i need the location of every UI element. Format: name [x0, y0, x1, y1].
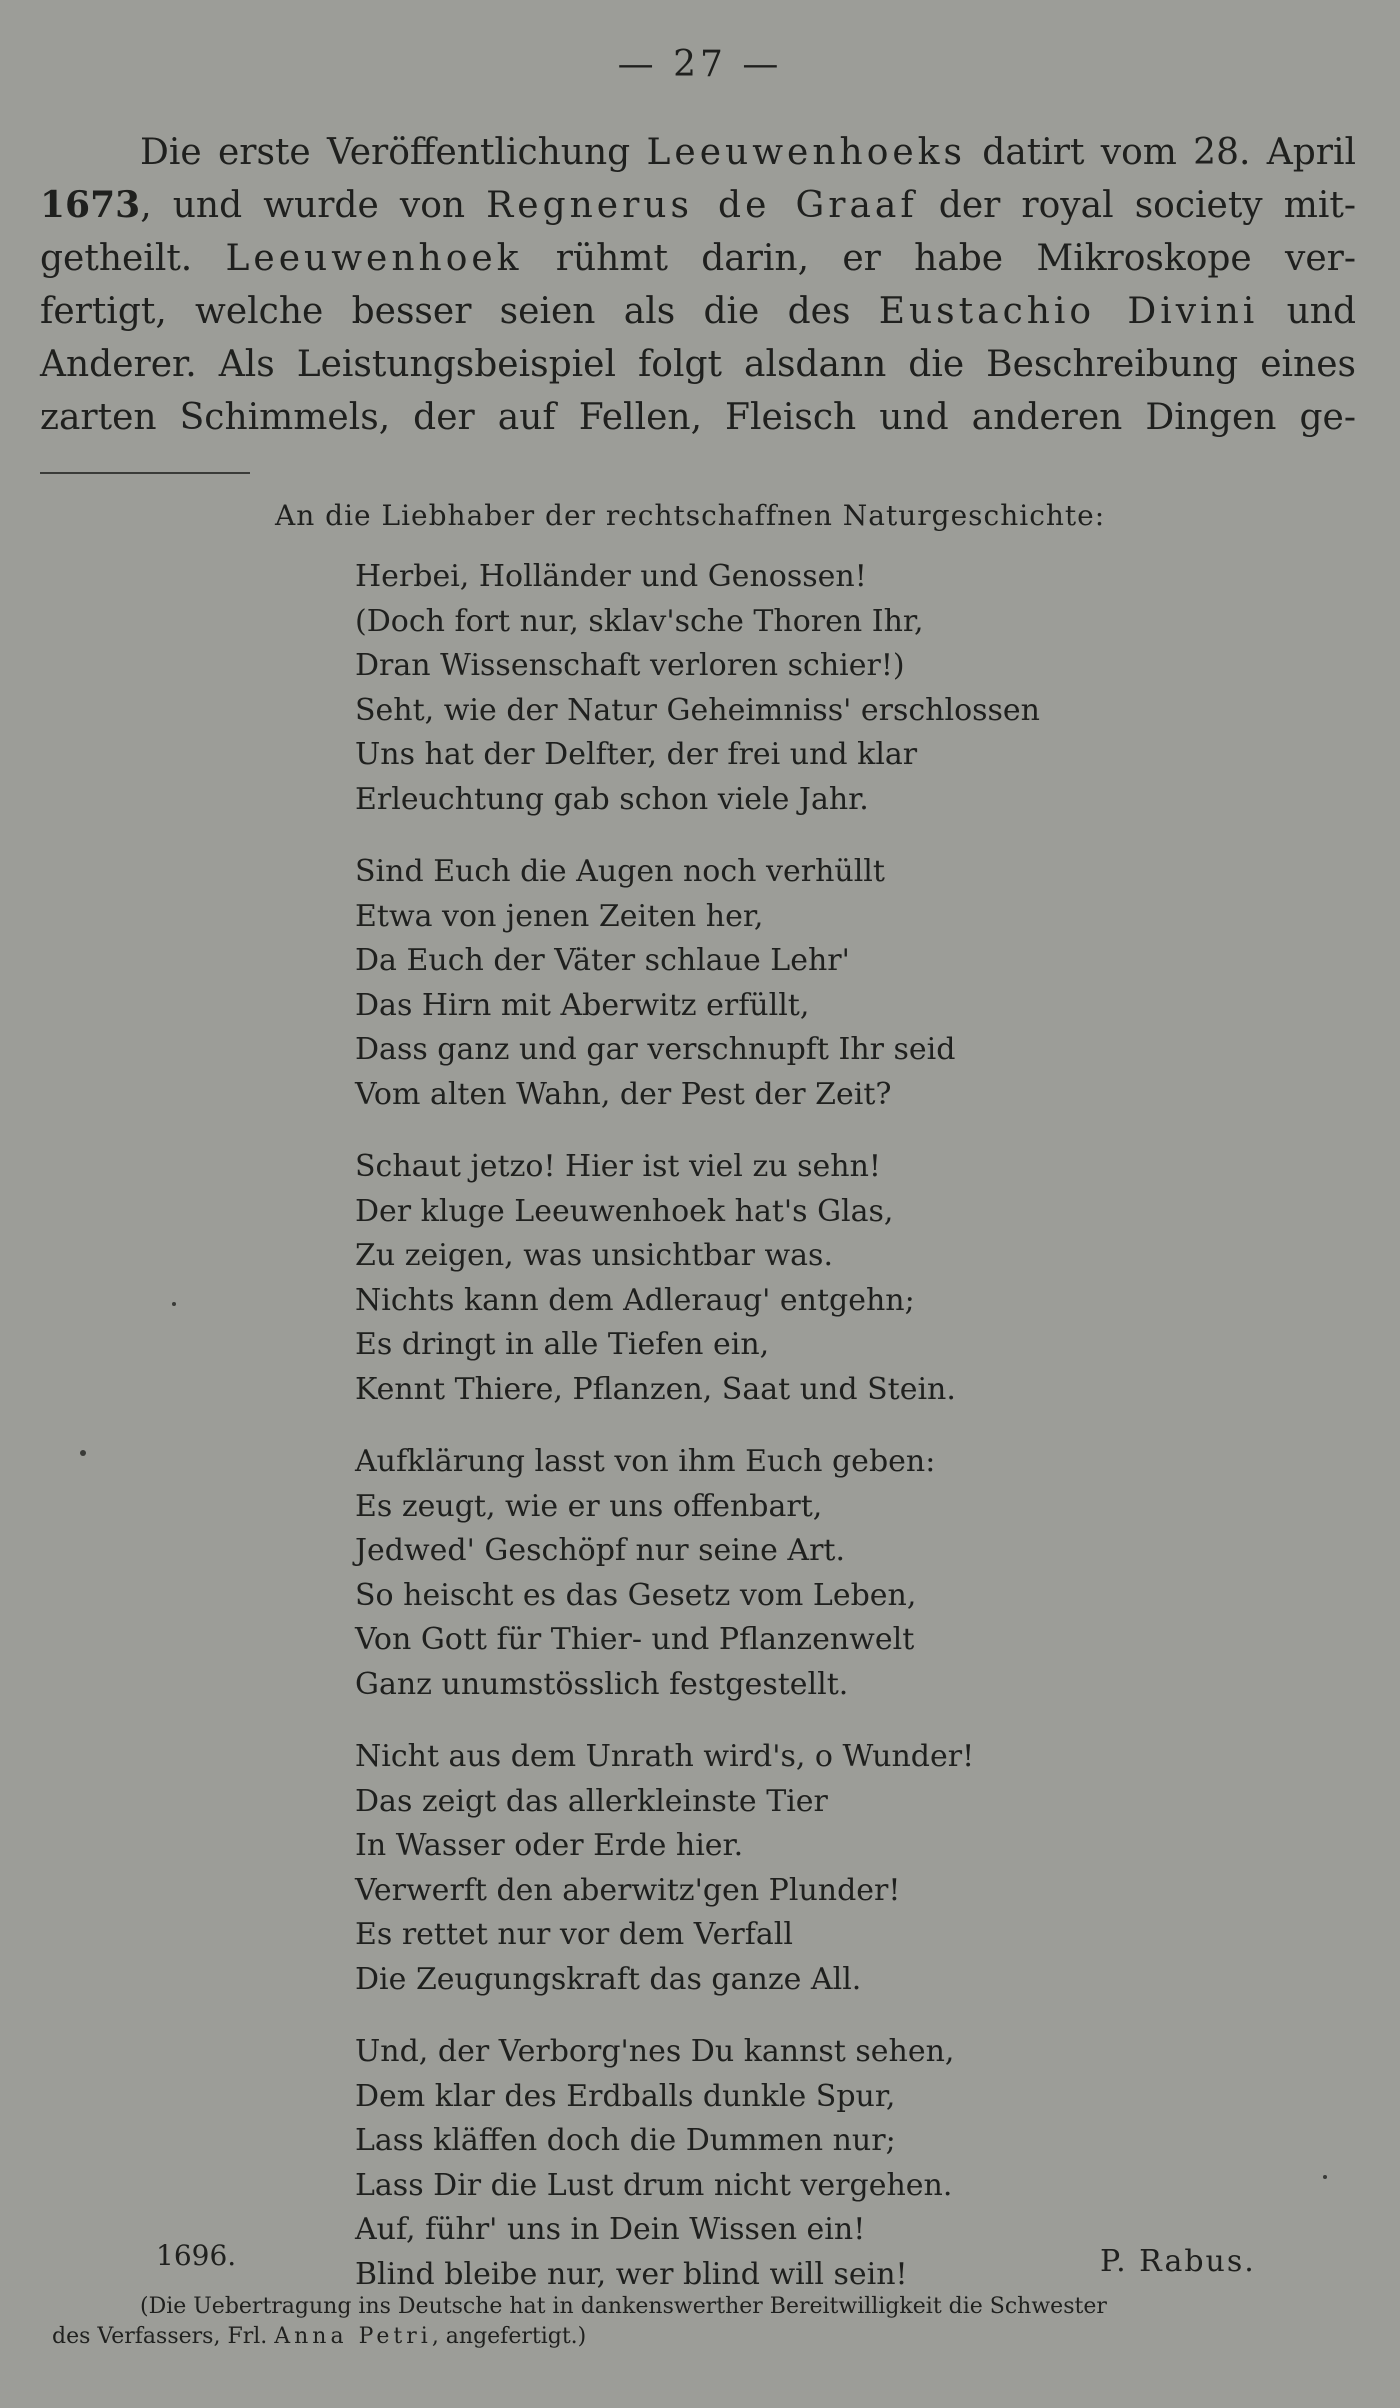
text-run: fertigt, welche besser seien als die des	[40, 291, 879, 332]
spaced-name: Eustachio Divini	[878, 291, 1259, 332]
poem-verse: Kennt Thiere, Pflanzen, Saat und Stein.	[355, 1371, 956, 1407]
poem-stanza	[355, 555, 1255, 822]
body-line	[40, 179, 1356, 232]
poem-verse: Erleuchtung gab schon viele Jahr.	[355, 781, 869, 817]
poem-verse: Seht, wie der Natur Geheimniss' erschlossen	[355, 692, 1041, 728]
poem-verse: Von Gott für Thier- und Pflanzenwelt	[355, 1622, 915, 1657]
print-speck	[1323, 2175, 1327, 2179]
body-line	[40, 285, 1356, 338]
poem-verse: Es dringt in alle Tiefen ein,	[355, 1327, 770, 1362]
body-paragraph	[40, 126, 1356, 444]
poem-verse: Nicht aus dem Unrath wird's, o Wunder!	[355, 1739, 975, 1774]
poem-verse: Nichts kann dem Adleraug' entgehn;	[355, 1282, 915, 1318]
footnote-separator-rule	[40, 472, 250, 474]
poem-verse: Dass ganz und gar verschnupft Ihr seid	[355, 1032, 956, 1067]
poem-verse: Herbei, Holländer und Genossen!	[355, 559, 867, 594]
poem-verse: Uns hat der Delfter, der frei und klar	[355, 737, 918, 772]
translation-footnote	[52, 2292, 1372, 2352]
poem-verse: Die Zeugungskraft das ganze All.	[355, 1961, 862, 1997]
poem-verse: So heischt es das Gesetz vom Leben,	[355, 1577, 917, 1613]
poem-verse: Ganz unumstösslich festgestellt.	[355, 1666, 849, 1702]
body-line	[40, 232, 1356, 285]
text-run: zarten Schimmels, der auf Fellen, Fleisch und anderen Dingen ge-	[40, 397, 1356, 438]
poem-stanza	[355, 850, 1255, 1117]
body-line	[40, 126, 1356, 179]
poem-verse: Dran Wissenschaft verloren schier!)	[355, 648, 905, 683]
poem-verse: Auf, führ' uns in Dein Wissen ein!	[355, 2212, 866, 2247]
poem-verse: Der kluge Leeuwenhoek hat's Glas,	[355, 1193, 894, 1229]
print-speck	[80, 1450, 86, 1456]
poem-author: P. Rabus.	[1100, 2244, 1256, 2279]
poem-verse: Das Hirn mit Aberwitz erfüllt,	[355, 987, 810, 1023]
poem-verse: Es rettet nur vor dem Verfall	[355, 1917, 793, 1952]
text-run: getheilt.	[40, 238, 226, 279]
poem-verse: Jedwed' Geschöpf nur seine Art.	[355, 1533, 846, 1568]
poem-verse: Sind Euch die Augen noch verhüllt	[355, 854, 885, 889]
poem-verse: Lass kläffen doch die Dummen nur;	[355, 2123, 896, 2158]
poem-verse: (Doch fort nur, sklav'sche Thoren Ihr,	[355, 603, 924, 639]
text-run: , angefertigt.)	[431, 2324, 587, 2349]
print-speck	[172, 1302, 176, 1306]
page-number: — 27 —	[617, 44, 783, 85]
footnote-line	[52, 2292, 1372, 2322]
poem-stanza	[355, 1145, 1255, 1412]
poem-verse: Und, der Verborg'nes Du kannst sehen,	[355, 2034, 955, 2069]
poem-verse: Da Euch der Väter schlaue Lehr'	[355, 943, 850, 978]
text-run: und	[1258, 291, 1356, 332]
poem-stanza	[355, 1440, 1255, 1707]
poem-verse: Das zeigt das allerkleinste Tier	[355, 1783, 828, 1819]
poem-verse: Aufklärung lasst von ihm Euch geben:	[355, 1444, 936, 1479]
text-run: Anderer. Als Leistungsbeispiel folgt alsdann die Beschreibung eines	[40, 344, 1356, 385]
spaced-name: Anna Petri	[274, 2324, 432, 2349]
poem-verse: Schaut jetzo! Hier ist viel zu sehn!	[355, 1149, 881, 1184]
text-run: (Die Uebertragung ins Deutsche hat in dankenswerther Bereitwilligkeit die Schwester	[140, 2294, 1107, 2319]
bold-year: 1673	[40, 184, 141, 226]
poem-verse: In Wasser oder Erde hier.	[355, 1828, 744, 1863]
text-run: des Verfassers, Frl.	[52, 2324, 275, 2349]
spaced-name: Regnerus de Graaf	[486, 185, 918, 226]
poem-verse: Es zeugt, wie er uns offenbart,	[355, 1488, 823, 1524]
text-run: Die erste Veröffentlichung	[140, 132, 647, 173]
poem-verse: Etwa von jenen Zeiten her,	[355, 898, 764, 934]
poem-verse: Vom alten Wahn, der Pest der Zeit?	[355, 1076, 892, 1112]
spaced-name: Leeuwenhoeks	[646, 132, 966, 173]
spaced-name: Leeuwenhoek	[225, 238, 523, 279]
poem-verse: Blind bleibe nur, wer blind will sein!	[355, 2256, 908, 2292]
poem-verse: Zu zeigen, was unsichtbar was.	[355, 1238, 833, 1273]
text-run: datirt vom 28. April	[965, 132, 1356, 173]
body-line	[40, 338, 1356, 391]
text-run: der royal society mit-	[917, 185, 1356, 226]
poem	[355, 555, 1255, 2325]
footnote-line	[52, 2322, 1372, 2352]
poem-date: 1696.	[156, 2239, 237, 2272]
text-run: , und wurde von	[140, 185, 487, 226]
poem-stanza	[355, 1735, 1255, 2002]
poem-verse: Dem klar des Erdballs dunkle Spur,	[355, 2078, 896, 2114]
body-line	[40, 391, 1356, 444]
poem-heading: An die Liebhaber der rechtschaffnen Naturgeschichte:	[275, 499, 1106, 532]
poem-verse: Verwerft den aberwitz'gen Plunder!	[355, 1872, 901, 1908]
text-run: rühmt darin, er habe Mikroskope ver-	[522, 238, 1357, 279]
poem-verse: Lass Dir die Lust drum nicht vergehen.	[355, 2167, 953, 2203]
